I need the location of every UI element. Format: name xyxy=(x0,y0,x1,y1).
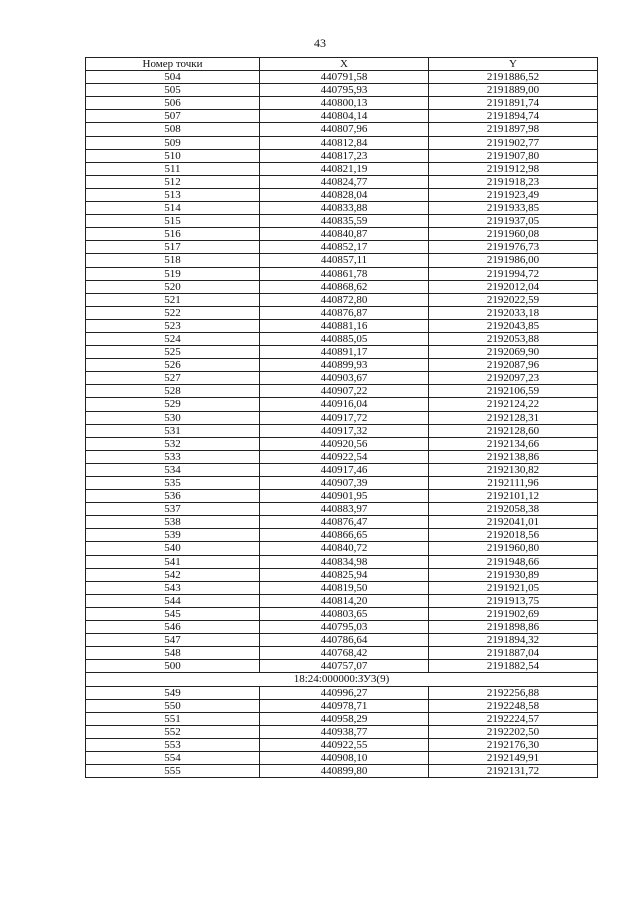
x-cell: 440922,55 xyxy=(260,738,429,751)
y-cell: 2192053,88 xyxy=(429,332,598,345)
x-cell: 440885,05 xyxy=(260,332,429,345)
y-cell: 2191894,74 xyxy=(429,110,598,123)
y-cell: 2191887,04 xyxy=(429,647,598,660)
table-row xyxy=(86,529,598,542)
table-row xyxy=(86,110,598,123)
y-cell: 2192138,86 xyxy=(429,450,598,463)
table-row xyxy=(86,215,598,228)
x-cell: 440803,65 xyxy=(260,607,429,620)
point-number-cell: 521 xyxy=(86,293,260,306)
y-cell: 2191894,32 xyxy=(429,634,598,647)
table-row xyxy=(86,162,598,175)
x-cell: 440891,17 xyxy=(260,346,429,359)
point-number-cell: 526 xyxy=(86,359,260,372)
table-row xyxy=(86,463,598,476)
y-cell: 2191918,23 xyxy=(429,175,598,188)
table-row xyxy=(86,490,598,503)
point-number-cell: 509 xyxy=(86,136,260,149)
x-cell: 440868,62 xyxy=(260,280,429,293)
x-cell: 440872,80 xyxy=(260,293,429,306)
y-cell: 2191902,69 xyxy=(429,607,598,620)
point-number-cell: 518 xyxy=(86,254,260,267)
x-cell: 440824,77 xyxy=(260,175,429,188)
y-cell: 2192097,23 xyxy=(429,372,598,385)
point-number-cell: 551 xyxy=(86,712,260,725)
y-cell: 2192149,91 xyxy=(429,751,598,764)
table-row xyxy=(86,581,598,594)
table-row xyxy=(86,660,598,673)
point-number-cell: 507 xyxy=(86,110,260,123)
section-row xyxy=(86,673,598,686)
point-number-cell: 519 xyxy=(86,267,260,280)
y-cell: 2191994,72 xyxy=(429,267,598,280)
point-number-cell: 552 xyxy=(86,725,260,738)
page-number: 43 xyxy=(314,36,326,50)
x-cell: 440786,64 xyxy=(260,634,429,647)
x-cell: 440922,54 xyxy=(260,450,429,463)
y-cell: 2192134,66 xyxy=(429,437,598,450)
x-cell: 440917,32 xyxy=(260,424,429,437)
table-row xyxy=(86,149,598,162)
table-row xyxy=(86,267,598,280)
y-cell: 2192022,59 xyxy=(429,293,598,306)
table-row xyxy=(86,450,598,463)
y-cell: 2192111,96 xyxy=(429,477,598,490)
point-number-cell: 536 xyxy=(86,490,260,503)
x-cell: 440899,93 xyxy=(260,359,429,372)
y-cell: 2192106,59 xyxy=(429,385,598,398)
table-row xyxy=(86,71,598,84)
header-y: Y xyxy=(429,58,598,71)
y-cell: 2192101,12 xyxy=(429,490,598,503)
y-cell: 2191930,89 xyxy=(429,568,598,581)
table-row xyxy=(86,293,598,306)
point-number-cell: 545 xyxy=(86,607,260,620)
table-row xyxy=(86,241,598,254)
table-row xyxy=(86,699,598,712)
table-row xyxy=(86,136,598,149)
y-cell: 2191923,49 xyxy=(429,188,598,201)
point-number-cell: 510 xyxy=(86,149,260,162)
point-number-cell: 539 xyxy=(86,529,260,542)
point-number-cell: 530 xyxy=(86,411,260,424)
y-cell: 2191933,85 xyxy=(429,202,598,215)
table-row xyxy=(86,97,598,110)
x-cell: 440819,50 xyxy=(260,581,429,594)
coordinates-table xyxy=(85,57,598,778)
point-number-cell: 529 xyxy=(86,398,260,411)
y-cell: 2191886,52 xyxy=(429,71,598,84)
table-row xyxy=(86,319,598,332)
table-row xyxy=(86,594,598,607)
point-number-cell: 532 xyxy=(86,437,260,450)
y-cell: 2191948,66 xyxy=(429,555,598,568)
point-number-cell: 508 xyxy=(86,123,260,136)
y-cell: 2191976,73 xyxy=(429,241,598,254)
point-number-cell: 540 xyxy=(86,542,260,555)
point-number-cell: 520 xyxy=(86,280,260,293)
x-cell: 440958,29 xyxy=(260,712,429,725)
x-cell: 440883,97 xyxy=(260,503,429,516)
x-cell: 440866,65 xyxy=(260,529,429,542)
x-cell: 440917,46 xyxy=(260,463,429,476)
point-number-cell: 531 xyxy=(86,424,260,437)
table-row xyxy=(86,751,598,764)
table-row xyxy=(86,175,598,188)
y-cell: 2192069,90 xyxy=(429,346,598,359)
point-number-cell: 517 xyxy=(86,241,260,254)
point-number-cell: 538 xyxy=(86,516,260,529)
point-number-cell: 555 xyxy=(86,765,260,778)
x-cell: 440800,13 xyxy=(260,97,429,110)
point-number-cell: 527 xyxy=(86,372,260,385)
point-number-cell: 516 xyxy=(86,228,260,241)
table-row xyxy=(86,359,598,372)
table-row xyxy=(86,738,598,751)
y-cell: 2192012,04 xyxy=(429,280,598,293)
y-cell: 2192058,38 xyxy=(429,503,598,516)
table-row xyxy=(86,503,598,516)
x-cell: 440876,47 xyxy=(260,516,429,529)
point-number-cell: 525 xyxy=(86,346,260,359)
x-cell: 440812,84 xyxy=(260,136,429,149)
y-cell: 2192128,60 xyxy=(429,424,598,437)
table-row xyxy=(86,765,598,778)
y-cell: 2192124,22 xyxy=(429,398,598,411)
x-cell: 440791,58 xyxy=(260,71,429,84)
x-cell: 440907,22 xyxy=(260,385,429,398)
table-row xyxy=(86,385,598,398)
x-cell: 440825,94 xyxy=(260,568,429,581)
table-row xyxy=(86,398,598,411)
x-cell: 440901,95 xyxy=(260,490,429,503)
y-cell: 2191891,74 xyxy=(429,97,598,110)
y-cell: 2192130,82 xyxy=(429,463,598,476)
table-row xyxy=(86,424,598,437)
table-row xyxy=(86,280,598,293)
point-number-cell: 511 xyxy=(86,162,260,175)
y-cell: 2191921,05 xyxy=(429,581,598,594)
y-cell: 2192202,50 xyxy=(429,725,598,738)
y-cell: 2192087,96 xyxy=(429,359,598,372)
table-row xyxy=(86,332,598,345)
table-row xyxy=(86,621,598,634)
point-number-cell: 504 xyxy=(86,71,260,84)
table-row xyxy=(86,411,598,424)
point-number-cell: 549 xyxy=(86,686,260,699)
x-cell: 440795,93 xyxy=(260,84,429,97)
x-cell: 440834,98 xyxy=(260,555,429,568)
table-row xyxy=(86,84,598,97)
y-cell: 2191898,86 xyxy=(429,621,598,634)
y-cell: 2192256,88 xyxy=(429,686,598,699)
point-number-cell: 543 xyxy=(86,581,260,594)
point-number-cell: 553 xyxy=(86,738,260,751)
point-number-cell: 500 xyxy=(86,660,260,673)
y-cell: 2192176,30 xyxy=(429,738,598,751)
point-number-cell: 522 xyxy=(86,306,260,319)
point-number-cell: 537 xyxy=(86,503,260,516)
y-cell: 2192131,72 xyxy=(429,765,598,778)
y-cell: 2192041,01 xyxy=(429,516,598,529)
point-number-cell: 523 xyxy=(86,319,260,332)
point-number-cell: 524 xyxy=(86,332,260,345)
table-row xyxy=(86,306,598,319)
table-row xyxy=(86,228,598,241)
table-row xyxy=(86,372,598,385)
x-cell: 440996,27 xyxy=(260,686,429,699)
point-number-cell: 513 xyxy=(86,188,260,201)
y-cell: 2191937,05 xyxy=(429,215,598,228)
table-row xyxy=(86,607,598,620)
point-number-cell: 515 xyxy=(86,215,260,228)
y-cell: 2191889,00 xyxy=(429,84,598,97)
y-cell: 2192248,58 xyxy=(429,699,598,712)
x-cell: 440852,17 xyxy=(260,241,429,254)
table-row xyxy=(86,725,598,738)
table-row xyxy=(86,634,598,647)
x-cell: 440908,10 xyxy=(260,751,429,764)
x-cell: 440907,39 xyxy=(260,477,429,490)
x-cell: 440828,04 xyxy=(260,188,429,201)
y-cell: 2192018,56 xyxy=(429,529,598,542)
y-cell: 2191986,00 xyxy=(429,254,598,267)
x-cell: 440916,04 xyxy=(260,398,429,411)
y-cell: 2191960,80 xyxy=(429,542,598,555)
x-cell: 440920,56 xyxy=(260,437,429,450)
table-row xyxy=(86,647,598,660)
y-cell: 2192224,57 xyxy=(429,712,598,725)
x-cell: 440833,88 xyxy=(260,202,429,215)
x-cell: 440938,77 xyxy=(260,725,429,738)
table-row xyxy=(86,437,598,450)
table-row xyxy=(86,712,598,725)
x-cell: 440876,87 xyxy=(260,306,429,319)
x-cell: 440840,87 xyxy=(260,228,429,241)
point-number-cell: 542 xyxy=(86,568,260,581)
x-cell: 440903,67 xyxy=(260,372,429,385)
header-row xyxy=(86,58,598,71)
x-cell: 440821,19 xyxy=(260,162,429,175)
y-cell: 2191913,75 xyxy=(429,594,598,607)
point-number-cell: 544 xyxy=(86,594,260,607)
point-number-cell: 533 xyxy=(86,450,260,463)
y-cell: 2191882,54 xyxy=(429,660,598,673)
table-row xyxy=(86,202,598,215)
table-row xyxy=(86,516,598,529)
x-cell: 440768,42 xyxy=(260,647,429,660)
y-cell: 2191912,98 xyxy=(429,162,598,175)
point-number-cell: 554 xyxy=(86,751,260,764)
y-cell: 2192128,31 xyxy=(429,411,598,424)
y-cell: 2191897,98 xyxy=(429,123,598,136)
x-cell: 440804,14 xyxy=(260,110,429,123)
table-row xyxy=(86,568,598,581)
table-row xyxy=(86,254,598,267)
point-number-cell: 535 xyxy=(86,477,260,490)
y-cell: 2191960,08 xyxy=(429,228,598,241)
table-row xyxy=(86,686,598,699)
x-cell: 440881,16 xyxy=(260,319,429,332)
x-cell: 440807,96 xyxy=(260,123,429,136)
point-number-cell: 550 xyxy=(86,699,260,712)
x-cell: 440978,71 xyxy=(260,699,429,712)
header-point-number: Номер точки xyxy=(86,58,260,71)
point-number-cell: 547 xyxy=(86,634,260,647)
y-cell: 2191907,80 xyxy=(429,149,598,162)
point-number-cell: 506 xyxy=(86,97,260,110)
x-cell: 440757,07 xyxy=(260,660,429,673)
table-row xyxy=(86,555,598,568)
x-cell: 440899,80 xyxy=(260,765,429,778)
point-number-cell: 546 xyxy=(86,621,260,634)
table-row xyxy=(86,188,598,201)
x-cell: 440835,59 xyxy=(260,215,429,228)
point-number-cell: 534 xyxy=(86,463,260,476)
section-label: 18:24:000000:ЗУ3(9) xyxy=(86,673,598,686)
x-cell: 440861,78 xyxy=(260,267,429,280)
table-row xyxy=(86,477,598,490)
x-cell: 440795,03 xyxy=(260,621,429,634)
table-row xyxy=(86,542,598,555)
x-cell: 440857,11 xyxy=(260,254,429,267)
x-cell: 440917,72 xyxy=(260,411,429,424)
header-x: X xyxy=(260,58,429,71)
y-cell: 2192043,85 xyxy=(429,319,598,332)
point-number-cell: 514 xyxy=(86,202,260,215)
table-row xyxy=(86,123,598,136)
table-row xyxy=(86,346,598,359)
y-cell: 2191902,77 xyxy=(429,136,598,149)
y-cell: 2192033,18 xyxy=(429,306,598,319)
x-cell: 440814,20 xyxy=(260,594,429,607)
point-number-cell: 505 xyxy=(86,84,260,97)
point-number-cell: 548 xyxy=(86,647,260,660)
x-cell: 440817,23 xyxy=(260,149,429,162)
point-number-cell: 512 xyxy=(86,175,260,188)
point-number-cell: 541 xyxy=(86,555,260,568)
point-number-cell: 528 xyxy=(86,385,260,398)
x-cell: 440840,72 xyxy=(260,542,429,555)
